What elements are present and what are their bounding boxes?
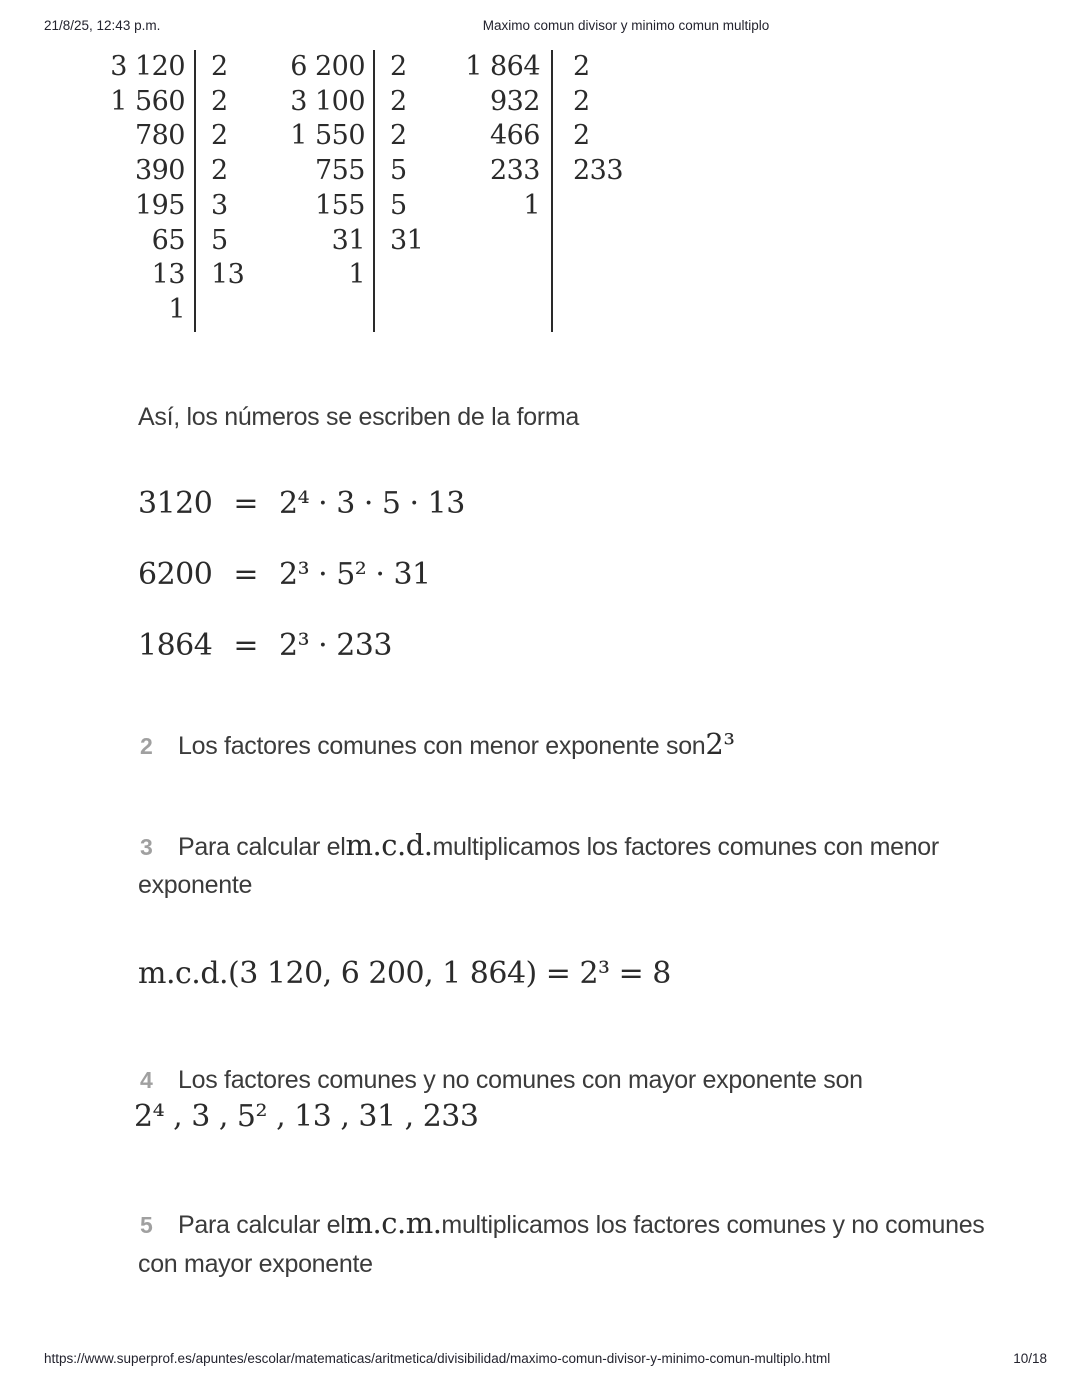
dividend-column [430, 50, 540, 224]
equation-rhs: 2³ · 5² · 31 [279, 557, 431, 592]
equation-1864 [138, 628, 392, 663]
equation-lhs: 1864 [138, 628, 213, 663]
divisor-column [196, 50, 244, 293]
step-text: Para calcular el [178, 1211, 346, 1239]
dividend-cell: 755 [314, 155, 365, 187]
divisor-cell: 2 [390, 51, 407, 82]
step-text: multiplicamos los factores comunes y no comunes [441, 1211, 985, 1239]
equation-lhs: 6200 [138, 557, 213, 592]
dividend-cell: 1 [523, 189, 540, 221]
step-text: Para calcular el [178, 833, 346, 861]
divisor-cell: 233 [573, 155, 624, 187]
divisor-cell: 5 [390, 155, 407, 187]
divisor-cell: 13 [211, 259, 245, 291]
dividend-cell: 31 [331, 224, 365, 256]
step-text: Los factores comunes y no comunes con mayor exponente son [178, 1066, 863, 1094]
divisor-cell: 2 [211, 51, 228, 82]
equation-rhs: 2⁴ · 3 · 5 · 13 [279, 486, 465, 521]
mcd-result-equation: m.c.d.(3 120, 6 200, 1 864) = 2³ = 8 [138, 956, 671, 991]
dividend-column [255, 50, 365, 293]
step-4-factors-math: 2⁴ , 3 , 5² , 13 , 31 , 233 [134, 1099, 479, 1134]
dividend-cell: 195 [134, 189, 185, 221]
dividend-cell: 466 [489, 120, 540, 152]
divisor-cell: 2 [211, 155, 228, 187]
dividend-cell: 155 [314, 189, 365, 221]
footer-url: https://www.superprof.es/apuntes/escolar/matematicas/aritmetica/divisibilidad/maximo-comun-divisor-y-minimo-comun-multiplo.html [44, 1351, 831, 1366]
step-number: 4 [140, 1067, 153, 1093]
equation-6200 [138, 557, 431, 592]
equals-sign: = [233, 628, 258, 663]
divisor-cell: 2 [573, 51, 590, 82]
dividend-cell: 390 [134, 155, 185, 187]
equation-lhs: 3120 [138, 486, 213, 521]
step-number: 3 [140, 834, 153, 860]
factor-table-3120 [75, 50, 244, 332]
dividend-cell: 1 [348, 259, 365, 291]
step-number: 5 [140, 1212, 153, 1238]
step-number: 2 [140, 733, 153, 759]
dividend-cell: 6 200 [290, 51, 365, 82]
divisor-cell: 3 [211, 189, 228, 221]
dividend-cell: 233 [489, 155, 540, 187]
divisor-cell: 2 [390, 85, 407, 117]
equation-3120 [138, 486, 465, 521]
divisor-cell: 2 [211, 85, 228, 117]
dividend-cell: 932 [489, 85, 540, 117]
mcm-inline-math: m.c.m. [345, 1206, 442, 1240]
intro-sentence: Así, los números se escriben de la forma [138, 403, 579, 431]
header-title: Maximo comun divisor y minimo comun multiplo [482, 18, 770, 33]
dividend-cell: 13 [151, 259, 185, 291]
header-datetime: 21/8/25, 12:43 p.m. [44, 18, 161, 33]
step-text: Los factores comunes con menor exponente son [178, 732, 706, 760]
divisor-cell: 2 [573, 120, 590, 152]
step-4 [140, 1066, 863, 1095]
dividend-cell: 3 100 [290, 85, 365, 117]
dividend-cell: 1 560 [110, 85, 185, 117]
divisor-column [553, 50, 623, 189]
dividend-cell: 1 [168, 293, 185, 325]
step-5-continuation: con mayor exponente [138, 1250, 373, 1278]
divisor-cell: 5 [211, 224, 228, 256]
footer-page-indicator: 10/18 [1013, 1351, 1047, 1366]
dividend-cell: 3 120 [110, 51, 185, 82]
step-2 [140, 727, 734, 761]
mcd-inline-math: m.c.d. [345, 828, 433, 862]
divisor-cell: 2 [390, 120, 407, 152]
divisor-cell: 5 [390, 189, 407, 221]
divisor-cell: 2 [573, 85, 590, 117]
dividend-cell: 1 550 [290, 120, 365, 152]
equals-sign: = [233, 557, 258, 592]
step-text: multiplicamos los factores comunes con menor [432, 833, 939, 861]
step-3 [140, 828, 939, 862]
dividend-cell: 780 [134, 120, 185, 152]
divisor-cell: 31 [390, 224, 424, 256]
factor-table-6200 [255, 50, 423, 332]
divisor-column [375, 50, 423, 258]
dividend-column [75, 50, 185, 328]
step-inline-math: 2³ [705, 727, 735, 761]
equation-rhs: 2³ · 233 [279, 628, 392, 663]
equals-sign: = [233, 486, 258, 521]
factor-table-1864 [430, 50, 623, 332]
step-3-continuation: exponente [138, 871, 253, 899]
divisor-cell: 2 [211, 120, 228, 152]
step-5 [140, 1206, 985, 1240]
dividend-cell: 65 [151, 224, 185, 256]
dividend-cell: 1 864 [465, 51, 540, 82]
